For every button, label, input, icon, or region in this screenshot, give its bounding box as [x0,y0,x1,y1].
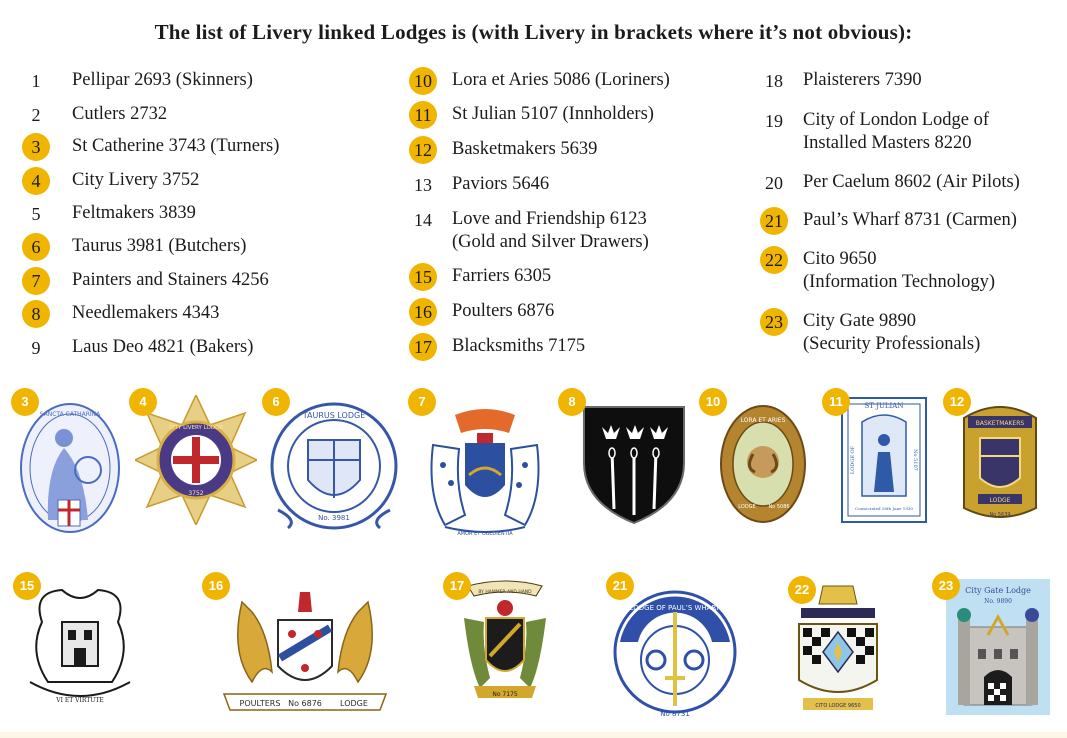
list-item-label-line2: Installed Masters 8220 [803,133,972,153]
badge-21: 21 [606,572,634,600]
list-item-number: 3 [22,133,50,161]
list-item-number: 21 [760,207,788,235]
list-item-label: City of London Lodge of [803,110,990,130]
list-item-label: City Gate 9890 [803,311,917,331]
list-item-label: Farriers 6305 [452,266,552,286]
list-item-label: Love and Friendship 6123 [452,209,647,229]
crest-6-num: No. 3981 [318,514,350,522]
list-item-number: 4 [22,167,50,195]
list-item-label: Needlemakers 4343 [72,303,220,323]
list-item-number: 16 [409,298,437,326]
crest-12-num: No 5639 [989,512,1011,518]
list-item-label: Poulters 6876 [452,301,555,321]
list-item-label: Cito 9650 [803,249,877,269]
crest-6-text: TAURUS LODGE [302,411,366,420]
list-item-number: 20 [765,173,783,193]
badge-11: 11 [822,388,850,416]
crest-17-num: No 7175 [492,691,518,698]
crest-7-text: AMOR ET OBEDIENTIA [457,531,513,537]
badge-22: 22 [788,576,816,604]
badge-6: 6 [262,388,290,416]
list-item-number: 19 [765,111,783,131]
crest-city-livery [135,395,257,525]
list-item-label: Laus Deo 4821 (Bakers) [72,337,254,357]
list-item-number: 6 [22,233,50,261]
list-item-number: 2 [31,105,41,125]
list-item-number: 8 [22,300,50,328]
badge-15: 15 [13,572,41,600]
crest-painters [425,405,545,537]
crest-11-num: No 5107 [912,449,918,471]
list-item-label: Feltmakers 3839 [72,203,196,223]
crest-4-num: 3752 [188,490,204,497]
crest-blacksmiths [460,578,550,706]
page-title: The list of Livery linked Lodges is (with Livery in brackets where it’s not obvious): [154,20,913,44]
list-item-number: 17 [409,333,437,361]
crest-st-julian [840,396,928,524]
list-item-number: 1 [31,71,41,91]
list-item-label: Per Caelum 8602 (Air Pilots) [803,172,1020,192]
list-item-number: 23 [760,308,788,336]
badge-8: 8 [558,388,586,416]
crest-17-text: BY HAMMER AND HAND [478,590,532,595]
list-item-label: Painters and Stainers 4256 [72,270,269,290]
list-item-label: Blacksmiths 7175 [452,336,586,356]
list-item-label: Cutlers 2732 [72,104,168,124]
badge-17: 17 [443,572,471,600]
badge-16: 16 [202,572,230,600]
crest-farriers [22,582,138,712]
list-item-number: 13 [414,175,432,195]
list-item-number: 22 [760,246,788,274]
list-item-number: 14 [414,210,432,230]
crest-st-catherine [18,400,122,536]
badge-12: 12 [943,388,971,416]
crest-11-text: ST JULIAN [864,402,904,410]
list-item-label: City Livery 3752 [72,170,200,190]
crest-basketmakers [958,398,1042,526]
list-item-label-line2: (Security Professionals) [803,334,981,354]
crest-16-text: POULTERS [239,699,281,708]
bottom-band [0,732,1067,738]
crest-11-lodge: LODGE OF [850,445,856,475]
crest-15-text: VI ET VIRTUTE [56,697,104,704]
list-item-number: 15 [409,263,437,291]
crest-pauls-wharf [612,582,738,722]
list-item-label: St Catherine 3743 (Turners) [72,136,280,156]
list-item-number: 7 [22,267,50,295]
crest-poulters [222,582,388,716]
list-item-number: 11 [409,101,437,129]
list-item-label-line2: (Information Technology) [803,272,996,292]
crest-12-text: BASKETMAKERS [975,420,1025,427]
crest-22-text: CITO LODGE 9650 [815,703,861,709]
crest-21-text: LODGE OF PAUL’S WHARF [629,604,721,612]
crest-11-date: Consecrated 28th June 1930 [855,506,913,511]
list-item-label: St Julian 5107 (Innholders) [452,104,654,124]
badge-23: 23 [932,572,960,600]
crest-4-text: CITY LIVERY LODGE [169,425,223,431]
crest-city-gate [946,579,1050,715]
crest-needlemakers [580,403,688,525]
crest-21-num: No 8731 [660,710,690,718]
crest-3-text: SANCTA CATHARINA [39,411,101,418]
crest-10-num: No 5086 [768,504,790,510]
crest-10-text: LORA ET ARIES [740,417,786,424]
badge-10: 10 [699,388,727,416]
crest-lora-et-aries [717,398,809,526]
crest-16-num: No 6876 [288,699,322,708]
list-item-number: 5 [31,204,41,224]
crest-23-text: City Gate Lodge [965,586,1031,595]
crest-16-lodge: LODGE [340,699,368,708]
list-item-label: Paul’s Wharf 8731 (Carmen) [803,210,1017,230]
crest-23-num: No. 9890 [984,598,1012,605]
list-item-number: 10 [409,67,437,95]
list-item-number: 18 [765,71,783,91]
list-item-label: Paviors 5646 [452,174,550,194]
crest-10-lodge: LODGE [738,504,756,510]
badge-4: 4 [129,388,157,416]
list-item-label: Taurus 3981 (Butchers) [72,236,247,256]
list-item-label: Lora et Aries 5086 (Loriners) [452,70,670,90]
list-item-label: Basketmakers 5639 [452,139,598,159]
crest-12-lodge: LODGE [989,497,1011,504]
list-item-label: Plaisterers 7390 [803,70,922,90]
list-item-label-line2: (Gold and Silver Drawers) [452,232,649,252]
list-item-number: 9 [31,338,41,358]
crest-taurus [268,400,400,532]
list-item-label: Pellipar 2693 (Skinners) [72,70,253,90]
badge-3: 3 [11,388,39,416]
list-item-number: 12 [409,136,437,164]
badge-7: 7 [408,388,436,416]
